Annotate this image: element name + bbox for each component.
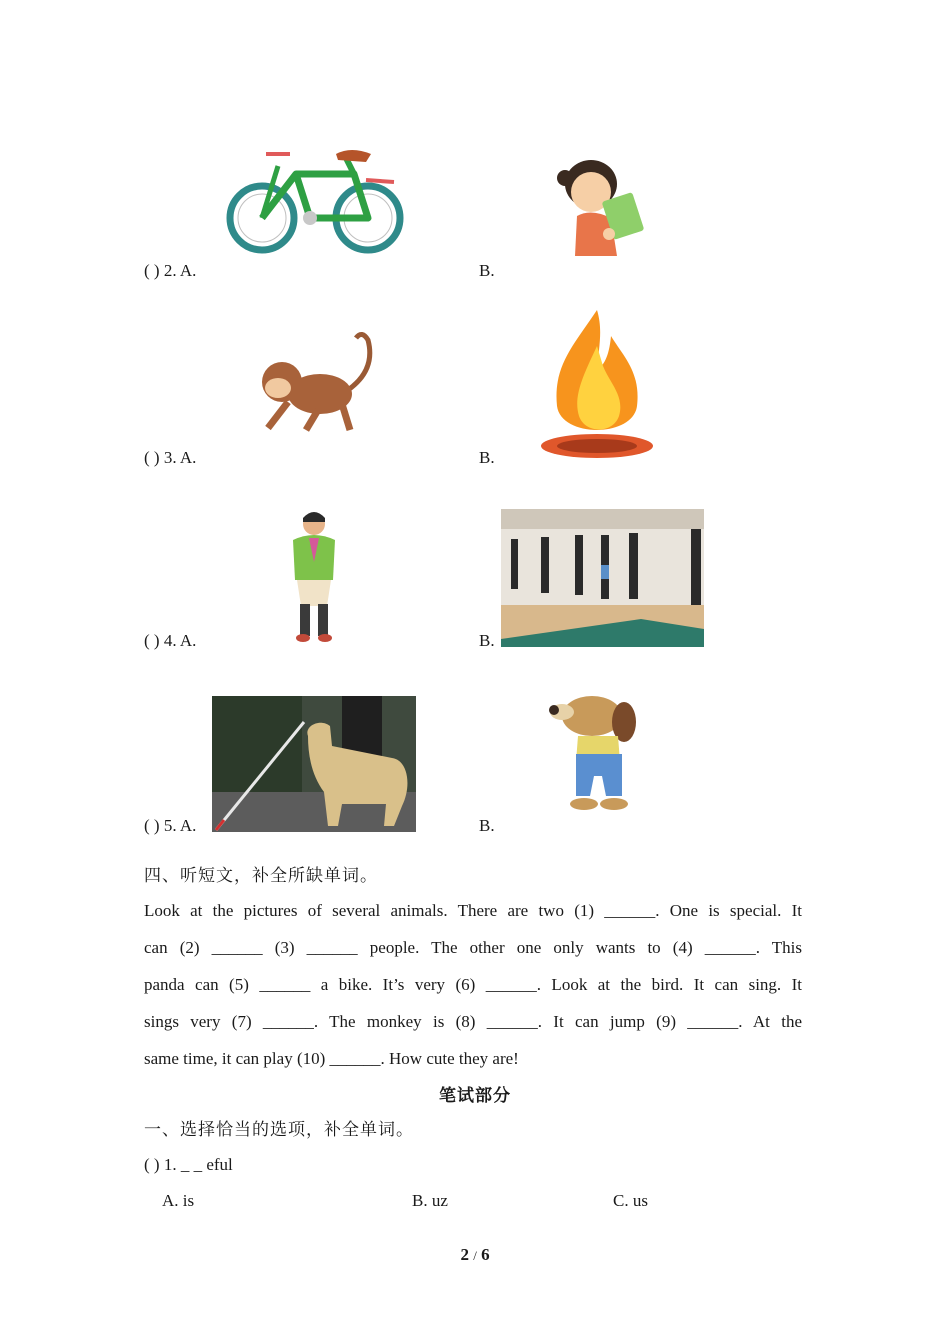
cartoon-dog-image [548,692,650,820]
option-c: C. us [613,1191,648,1210]
item-2-label: ( ) 2. A. [144,261,197,280]
page-number [0,1245,950,1266]
bicycle-image [226,144,404,256]
handstand-photo [501,509,704,647]
passage-line: sings very (7) ______. The monkey is (8) ______. It can jump (9) ______. At the [144,1012,802,1031]
page-total: 6 [481,1245,490,1264]
passage-line: Look at the pictures of several animals. There are two (1) ______. One is special. It [144,901,802,920]
item-4-b-label: B. [479,631,495,650]
option-b: B. uz [412,1191,448,1210]
option-a: A. is [162,1191,195,1210]
item-3-label: ( ) 3. A. [144,448,197,467]
section4-heading: 四、听短文，补全所缺单词。 [144,866,378,885]
item-5-label: ( ) 5. A. [144,816,197,835]
section1-heading: 一、选择恰当的选项，补全单词。 [144,1120,414,1139]
page-current: 2 [460,1245,469,1264]
guide-dog-photo [212,696,416,832]
passage [144,892,802,1077]
item-4-label: ( ) 4. A. [144,631,197,650]
passage-line: same time, it can play (10) ______. How cute they are! [144,1049,519,1068]
page-separator: / [473,1248,477,1263]
monkey-image [258,330,378,434]
question-1: ( ) 1. _ _ eful [144,1155,233,1174]
passage-line: panda can (5) ______ a bike. It’s very (6) ______. Look at the bird. It can sing. It [144,975,802,994]
item-5-b-label: B. [479,816,495,835]
written-section-title: 笔试部分 [439,1086,511,1105]
campfire-image [533,306,661,460]
girl-reading-image [551,156,649,260]
cartoon-man-image [283,508,345,644]
item-3-b-label: B. [479,448,495,467]
passage-line: can (2) ______ (3) ______ people. The other one only wants to (4) ______. This [144,938,802,957]
item-2-b-label: B. [479,261,495,280]
